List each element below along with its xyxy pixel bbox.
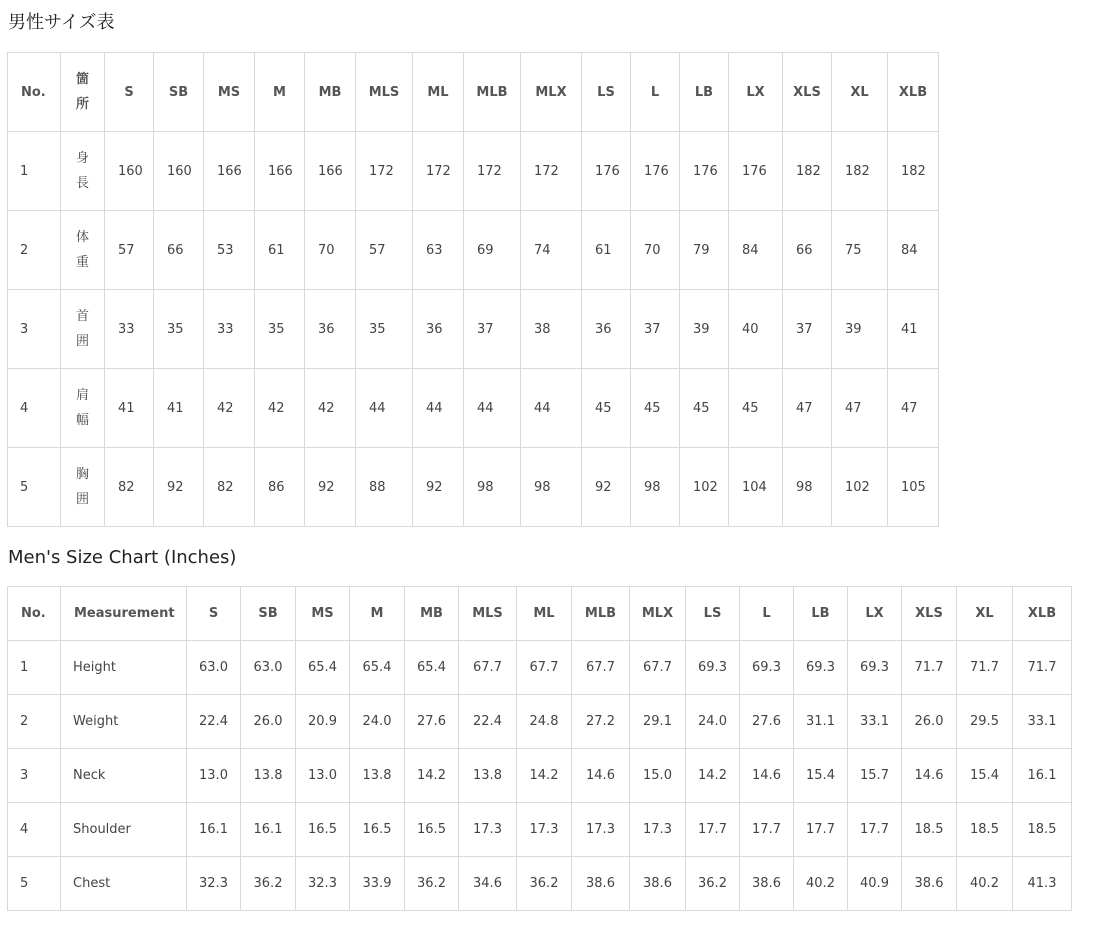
size-value: 172	[356, 132, 413, 211]
size-value: 16.1	[1013, 749, 1072, 803]
size-value: 41	[888, 290, 939, 369]
header-part	[61, 53, 105, 132]
size-value: 35	[154, 290, 204, 369]
header-size: S	[187, 587, 241, 641]
header-size: S	[105, 53, 154, 132]
size-value: 32.3	[296, 857, 350, 911]
header-size: LS	[686, 587, 740, 641]
size-value: 22.4	[459, 695, 517, 749]
size-value: 14.6	[572, 749, 630, 803]
size-value: 34.6	[459, 857, 517, 911]
size-value: 176	[680, 132, 729, 211]
size-value: 45	[582, 369, 631, 448]
size-value: 47	[888, 369, 939, 448]
size-value: 27.6	[405, 695, 459, 749]
size-value: 92	[154, 448, 204, 527]
size-value: 16.5	[405, 803, 459, 857]
size-value: 31.1	[794, 695, 848, 749]
size-value: 24.0	[686, 695, 740, 749]
header-size: L	[740, 587, 794, 641]
size-value: 13.0	[187, 749, 241, 803]
header-size: MLX	[630, 587, 686, 641]
header-size: MS	[296, 587, 350, 641]
size-value: 17.7	[686, 803, 740, 857]
size-value: 69	[464, 211, 521, 290]
size-value: 17.3	[630, 803, 686, 857]
size-value: 67.7	[459, 641, 517, 695]
size-value: 176	[631, 132, 680, 211]
size-value: 37	[631, 290, 680, 369]
size-value: 79	[680, 211, 729, 290]
size-value: 40.2	[957, 857, 1013, 911]
header-size: M	[255, 53, 305, 132]
size-value: 17.7	[740, 803, 794, 857]
size-value: 18.5	[902, 803, 957, 857]
header-size: LX	[848, 587, 902, 641]
measurement-name: Shoulder	[61, 803, 187, 857]
size-value: 65.4	[296, 641, 350, 695]
size-value: 40	[729, 290, 783, 369]
size-value: 24.8	[517, 695, 572, 749]
size-value: 15.4	[957, 749, 1013, 803]
header-size: XLB	[1013, 587, 1072, 641]
measurement-part-label: 体重	[75, 230, 89, 270]
size-value: 67.7	[517, 641, 572, 695]
header-size: LX	[729, 53, 783, 132]
row-number: 3	[8, 290, 61, 369]
size-value: 17.7	[794, 803, 848, 857]
size-value: 98	[783, 448, 832, 527]
header-size: MB	[305, 53, 356, 132]
header-no: No.	[8, 587, 61, 641]
size-value: 44	[413, 369, 464, 448]
header-size: MLB	[572, 587, 630, 641]
size-value: 176	[582, 132, 631, 211]
size-value: 26.0	[241, 695, 296, 749]
size-value: 37	[464, 290, 521, 369]
size-value: 63.0	[187, 641, 241, 695]
size-value: 38.6	[902, 857, 957, 911]
size-value: 36.2	[517, 857, 572, 911]
size-value: 69.3	[848, 641, 902, 695]
row-number: 5	[8, 857, 61, 911]
measurement-part	[61, 369, 105, 448]
size-value: 42	[305, 369, 356, 448]
size-value: 16.5	[296, 803, 350, 857]
table-row	[8, 290, 939, 369]
size-value: 45	[729, 369, 783, 448]
size-value: 35	[255, 290, 305, 369]
size-value: 41.3	[1013, 857, 1072, 911]
size-value: 40.2	[794, 857, 848, 911]
size-value: 24.0	[350, 695, 405, 749]
header-size: M	[350, 587, 405, 641]
size-value: 88	[356, 448, 413, 527]
size-value: 33	[105, 290, 154, 369]
size-value: 14.2	[405, 749, 459, 803]
size-value: 14.2	[686, 749, 740, 803]
size-value: 35	[356, 290, 413, 369]
jp-size-table	[7, 52, 939, 527]
size-value: 16.5	[350, 803, 405, 857]
header-size: SB	[241, 587, 296, 641]
table-row	[8, 803, 1072, 857]
header-size: XLS	[902, 587, 957, 641]
size-value: 33.9	[350, 857, 405, 911]
table-header-row	[8, 587, 1072, 641]
size-value: 29.5	[957, 695, 1013, 749]
header-size: SB	[154, 53, 204, 132]
header-size: LB	[680, 53, 729, 132]
row-number: 4	[8, 803, 61, 857]
size-value: 57	[356, 211, 413, 290]
size-value: 27.6	[740, 695, 794, 749]
header-size: LS	[582, 53, 631, 132]
measurement-part-label: 胸囲	[75, 467, 89, 507]
row-number: 4	[8, 369, 61, 448]
size-value: 44	[356, 369, 413, 448]
table-row	[8, 211, 939, 290]
size-value: 104	[729, 448, 783, 527]
size-value: 69.3	[794, 641, 848, 695]
size-value: 13.8	[350, 749, 405, 803]
size-value: 20.9	[296, 695, 350, 749]
size-value: 70	[631, 211, 680, 290]
size-value: 38.6	[572, 857, 630, 911]
size-value: 17.3	[459, 803, 517, 857]
size-value: 39	[680, 290, 729, 369]
size-value: 70	[305, 211, 356, 290]
size-value: 182	[832, 132, 888, 211]
size-value: 74	[521, 211, 582, 290]
size-value: 84	[888, 211, 939, 290]
size-value: 66	[154, 211, 204, 290]
size-value: 38	[521, 290, 582, 369]
table-row	[8, 641, 1072, 695]
size-value: 14.2	[517, 749, 572, 803]
size-value: 41	[154, 369, 204, 448]
table-row	[8, 749, 1072, 803]
row-number: 1	[8, 132, 61, 211]
header-size: ML	[517, 587, 572, 641]
size-value: 36	[413, 290, 464, 369]
size-value: 102	[680, 448, 729, 527]
size-value: 67.7	[572, 641, 630, 695]
size-value: 182	[888, 132, 939, 211]
size-value: 166	[305, 132, 356, 211]
size-value: 53	[204, 211, 255, 290]
size-value: 57	[105, 211, 154, 290]
size-value: 33	[204, 290, 255, 369]
size-value: 65.4	[405, 641, 459, 695]
header-size: MLB	[464, 53, 521, 132]
size-value: 17.7	[848, 803, 902, 857]
size-value: 16.1	[241, 803, 296, 857]
measurement-part	[61, 448, 105, 527]
size-value: 40.9	[848, 857, 902, 911]
size-value: 41	[105, 369, 154, 448]
size-value: 98	[464, 448, 521, 527]
header-size: L	[631, 53, 680, 132]
row-number: 2	[8, 211, 61, 290]
size-value: 13.8	[241, 749, 296, 803]
header-size: XLS	[783, 53, 832, 132]
size-value: 36	[582, 290, 631, 369]
size-value: 65.4	[350, 641, 405, 695]
row-number: 2	[8, 695, 61, 749]
measurement-part-label: 肩幅	[75, 388, 89, 428]
size-value: 42	[204, 369, 255, 448]
table-row	[8, 132, 939, 211]
header-part-label: 箇所	[75, 72, 89, 112]
size-value: 61	[582, 211, 631, 290]
size-value: 61	[255, 211, 305, 290]
size-value: 172	[464, 132, 521, 211]
size-value: 44	[521, 369, 582, 448]
size-value: 69.3	[740, 641, 794, 695]
measurement-part-label: 首囲	[75, 309, 89, 349]
size-value: 84	[729, 211, 783, 290]
en-size-chart-title: Men's Size Chart (Inches)	[8, 547, 237, 568]
size-value: 36.2	[686, 857, 740, 911]
measurement-part-label: 身長	[75, 151, 89, 191]
size-value: 13.0	[296, 749, 350, 803]
size-value: 26.0	[902, 695, 957, 749]
size-value: 66	[783, 211, 832, 290]
size-value: 33.1	[848, 695, 902, 749]
size-value: 63.0	[241, 641, 296, 695]
size-value: 92	[582, 448, 631, 527]
header-size: MLS	[459, 587, 517, 641]
size-value: 63	[413, 211, 464, 290]
size-value: 86	[255, 448, 305, 527]
row-number: 5	[8, 448, 61, 527]
measurement-name: Height	[61, 641, 187, 695]
header-size: XL	[832, 53, 888, 132]
header-no: No.	[8, 53, 61, 132]
measurement-part	[61, 132, 105, 211]
size-value: 98	[631, 448, 680, 527]
size-value: 92	[305, 448, 356, 527]
size-value: 15.0	[630, 749, 686, 803]
size-value: 45	[680, 369, 729, 448]
header-size: MLX	[521, 53, 582, 132]
size-value: 29.1	[630, 695, 686, 749]
table-row	[8, 448, 939, 527]
size-value: 27.2	[572, 695, 630, 749]
size-value: 176	[729, 132, 783, 211]
size-value: 38.6	[630, 857, 686, 911]
size-value: 14.6	[902, 749, 957, 803]
header-size: MS	[204, 53, 255, 132]
size-value: 82	[105, 448, 154, 527]
size-value: 71.7	[902, 641, 957, 695]
size-value: 39	[832, 290, 888, 369]
size-value: 45	[631, 369, 680, 448]
table-row	[8, 857, 1072, 911]
size-value: 160	[154, 132, 204, 211]
size-value: 69.3	[686, 641, 740, 695]
size-value: 17.3	[517, 803, 572, 857]
size-value: 166	[255, 132, 305, 211]
size-value: 37	[783, 290, 832, 369]
size-value: 172	[413, 132, 464, 211]
en-size-table	[7, 586, 1072, 911]
size-value: 47	[832, 369, 888, 448]
size-value: 36.2	[405, 857, 459, 911]
table-row	[8, 369, 939, 448]
size-value: 67.7	[630, 641, 686, 695]
header-size: ML	[413, 53, 464, 132]
size-value: 13.8	[459, 749, 517, 803]
size-value: 15.4	[794, 749, 848, 803]
size-value: 105	[888, 448, 939, 527]
size-value: 33.1	[1013, 695, 1072, 749]
jp-size-chart-title: 男性サイズ表	[8, 12, 115, 33]
size-value: 22.4	[187, 695, 241, 749]
row-number: 1	[8, 641, 61, 695]
header-size: MLS	[356, 53, 413, 132]
size-value: 15.7	[848, 749, 902, 803]
size-value: 16.1	[187, 803, 241, 857]
size-value: 172	[521, 132, 582, 211]
size-value: 166	[204, 132, 255, 211]
size-value: 92	[413, 448, 464, 527]
header-size: XLB	[888, 53, 939, 132]
size-value: 38.6	[740, 857, 794, 911]
header-size: MB	[405, 587, 459, 641]
size-value: 102	[832, 448, 888, 527]
size-value: 18.5	[957, 803, 1013, 857]
size-value: 75	[832, 211, 888, 290]
size-value: 71.7	[1013, 641, 1072, 695]
header-size: LB	[794, 587, 848, 641]
size-value: 47	[783, 369, 832, 448]
measurement-part	[61, 211, 105, 290]
header-measurement: Measurement	[61, 587, 187, 641]
size-value: 44	[464, 369, 521, 448]
size-value: 71.7	[957, 641, 1013, 695]
measurement-name: Neck	[61, 749, 187, 803]
row-number: 3	[8, 749, 61, 803]
size-value: 98	[521, 448, 582, 527]
header-size: XL	[957, 587, 1013, 641]
size-value: 160	[105, 132, 154, 211]
table-header-row	[8, 53, 939, 132]
size-value: 32.3	[187, 857, 241, 911]
size-value: 14.6	[740, 749, 794, 803]
size-value: 82	[204, 448, 255, 527]
measurement-part	[61, 290, 105, 369]
size-value: 36.2	[241, 857, 296, 911]
size-value: 182	[783, 132, 832, 211]
measurement-name: Weight	[61, 695, 187, 749]
table-row	[8, 695, 1072, 749]
size-value: 18.5	[1013, 803, 1072, 857]
size-value: 17.3	[572, 803, 630, 857]
measurement-name: Chest	[61, 857, 187, 911]
size-value: 36	[305, 290, 356, 369]
size-value: 42	[255, 369, 305, 448]
